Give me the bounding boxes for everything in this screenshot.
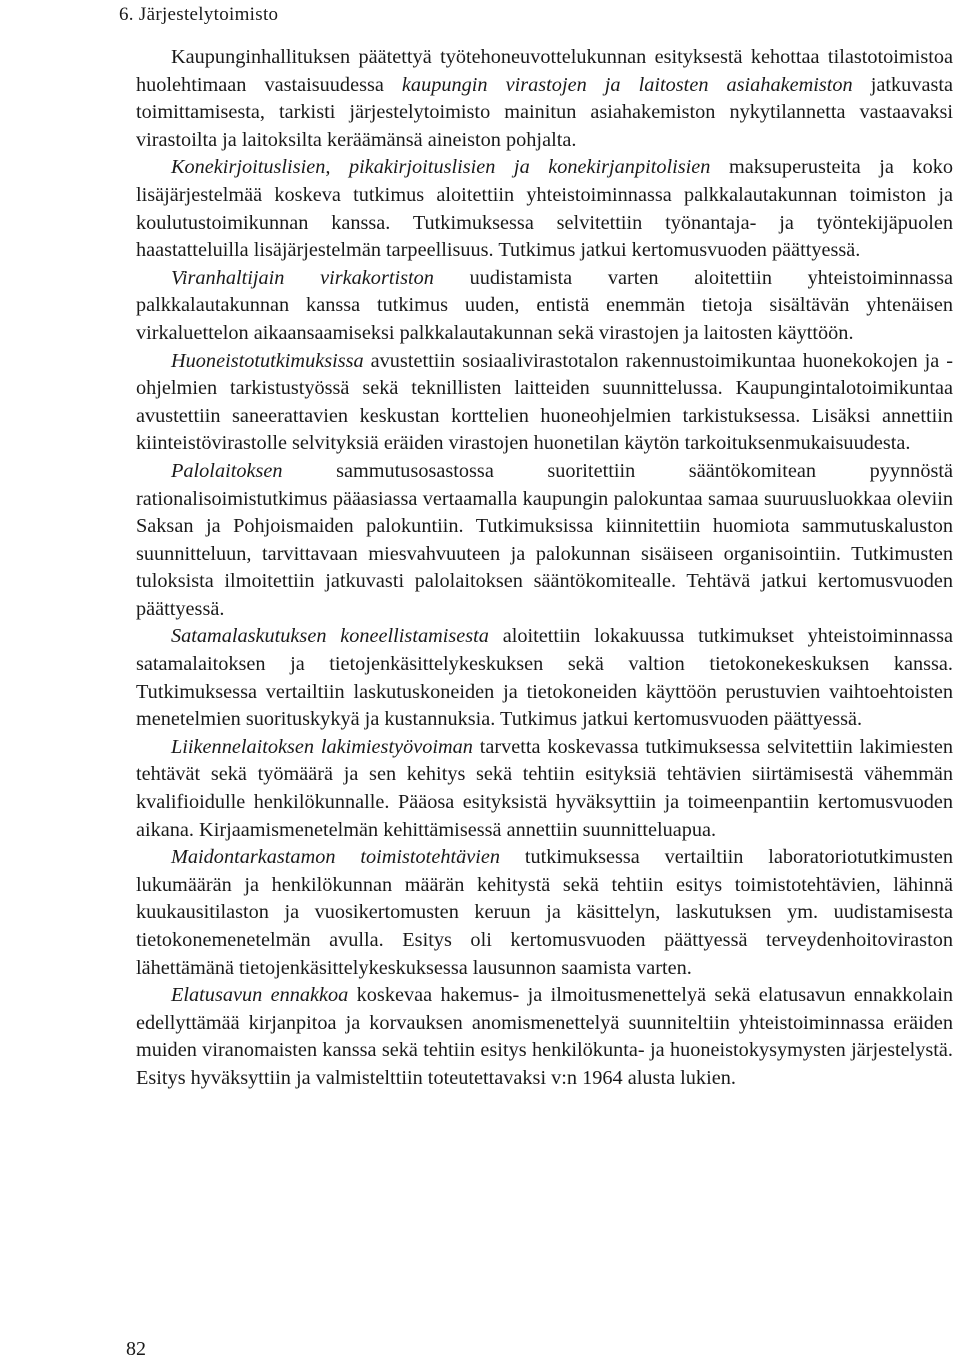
paragraph-emphasis: Liikennelaitoksen lakimiestyövoiman (171, 735, 473, 758)
page-number: 82 (126, 1338, 146, 1360)
paragraph-emphasis: Palolaitoksen (171, 459, 283, 482)
paragraph-huoneistotutkimukset (136, 348, 953, 458)
paragraph-text: avustettiin sosiaalivirastotalon rakennustoimikuntaa huonekokojen ja -ohjelmien tarkistustyössä sekä teknillisten laitteiden suunnittelussa. Kaupungintalotoimikuntaa avustettiin saneerattavien keskustan korttelien huoneohjelmien tarkistuksessa. Lisäksi annettiin kiinteistövirastolle selvityksiä eräiden virastojen huonetilan käytön tarkoituksenmukaisuudesta. (136, 349, 953, 455)
paragraph-text: koskevaa hakemus- ja ilmoitusmenettelyä sekä elatusavun ennakkolain edellyttämää kirjanpitoa ja korvauksen anomismenettelyä suunniteltiin yhteistoiminnassa eräiden muiden viranomaisten kanssa sekä tehtiin esitys henkilökunta- ja huoneistokysymysten järjestelystä. Esitys hyväksyttiin ja valmistelttiin toteutettavaksi v:n 1964 alusta lukien. (136, 984, 953, 1089)
paragraph-text: jatkuvasta toimittamisesta, tarkisti järjestelytoimisto mainitun asiahakemiston nykytilannetta vastaavaksi virastoilta ja laitoksilta keräämänsä aineiston pohjalta. (136, 73, 953, 151)
paragraph-text: aloitettiin lokakuussa tutkimukset yhteistoiminnassa satamalaitoksen ja tietojenkäsittelykeskuksen sekä valtion tietokonekeskuksen kanssa. Tutkimuksessa vertailtiin laskutuskoneiden ja tietokoneiden käyttöön perustuvien vaihtoehtoisten menetelmien suorituskykyä ja kustannuksia. Tutkimus jatkui kertomusvuoden päättyessä. (136, 625, 953, 731)
paragraph-virkakortisto (136, 265, 953, 348)
paragraph-asiahakemisto (136, 44, 953, 154)
paragraph-maidontarkastamo (136, 844, 953, 982)
paragraph-emphasis: Viranhaltijain virkakortiston (171, 266, 434, 289)
paragraph-emphasis: kaupungin virastojen ja laitosten asiahakemiston (401, 73, 853, 96)
paragraph-emphasis: Satamalaskutuksen koneellistamisesta (171, 625, 489, 648)
paragraph-text: tutkimuksessa vertailtiin laboratoriotutkimusten lukumäärän ja henkilökunnan määrän kehitystä sekä tehtiin esitys toimistotehtävien, lähinnä kuukausitilaston ja vuosikertomusten keruun ja käsittelyn, laskutuksen ym. uudistamisesta tietokonemenetelmän avulla. Esitys oli kertomusvuoden päättyessä terveydenhoitoviraston lähettämänä tietojenkäsittelykeskuksessa lausunnon saamista varten. (136, 846, 953, 979)
paragraph-text: sammutusosastossa suoritettiin sääntökomitean pyynnöstä rationalisoimistutkimus pääasiassa vertaamalla kaupungin palokuntaa samaa suuruusluokkaa oleviin Saksan ja Pohjoismaiden palokuntiin. Tutkimuksissa kiinnitettiin huomiota sammutuskaluston suunnitteluun, tarvittavaan miesvahvuuteen ja palokunnan sisäiseen organisointiin. Tutkimusten tuloksista ilmoitettiin jatkuvasti palolaitoksen sääntökomitealle. Tehtävä jatkui kertomusvuoden päättyessä. (136, 459, 953, 620)
paragraph-emphasis: Maidontarkastamon toimistotehtävien (171, 846, 501, 869)
paragraph-emphasis: Konekirjoituslisien, pikakirjoituslisien ja konekirjanpitolisien (171, 156, 711, 179)
paragraph-emphasis: Huoneistotutkimuksissa (171, 349, 364, 372)
paragraph-text: Kaupunginhallituksen päätettyä työtehoneuvottelukunnan esityksestä kehottaa tilastotoimistoa huolehtimaan vastaisuudessa (136, 46, 953, 96)
paragraph-liikennelaitos (136, 734, 953, 844)
paragraph-palolaitos (136, 458, 953, 624)
body-text (136, 44, 953, 1093)
section-heading: 6. Järjestelytoimisto (119, 4, 279, 25)
paragraph-text: maksuperusteita ja koko lisäjärjestelmää koskeva tutkimus aloitettiin yhteistoiminnassa palkkalautakunnan toimiston ja koulutustoimikunnan kanssa. Tutkimuksessa selvitettiin työnantaja- ja työntekijäpuolen haastatteluilla lisäjärjestelmän tarpeellisuus. Tutkimus jatkui kertomusvuoden päättyessä. (136, 156, 953, 262)
paragraph-elatusapu (136, 982, 953, 1092)
paragraph-satamalaskutus (136, 623, 953, 733)
paragraph-emphasis: Elatusavun ennakkoa (171, 984, 349, 1007)
paragraph-text: tarvetta koskevassa tutkimuksessa selvitettiin lakimiesten tehtävät sekä työmäärä ja sen kehitys sekä tehtiin esityksiä tehtävien siirtämisestä vähemmän kvalifioidulle henkilökunnalle. Pääosa esityksistä hyväksyttiin ja toimeenpantiin kertomusvuoden aikana. Kirjaamismenetelmän kehittämisessä annettiin suunnitteluapua. (136, 735, 953, 841)
paragraph-text: uudistamista varten aloitettiin yhteistoiminnassa palkkalautakunnan kanssa tutkimus uuden, entistä enemmän tietoja sisältävän yhtenäisen virkaluettelon aikaansaamiseksi palkkalautakunnan sekä virastojen ja laitosten käyttöön. (136, 266, 953, 344)
paragraph-konekirjoituslisat (136, 154, 953, 264)
